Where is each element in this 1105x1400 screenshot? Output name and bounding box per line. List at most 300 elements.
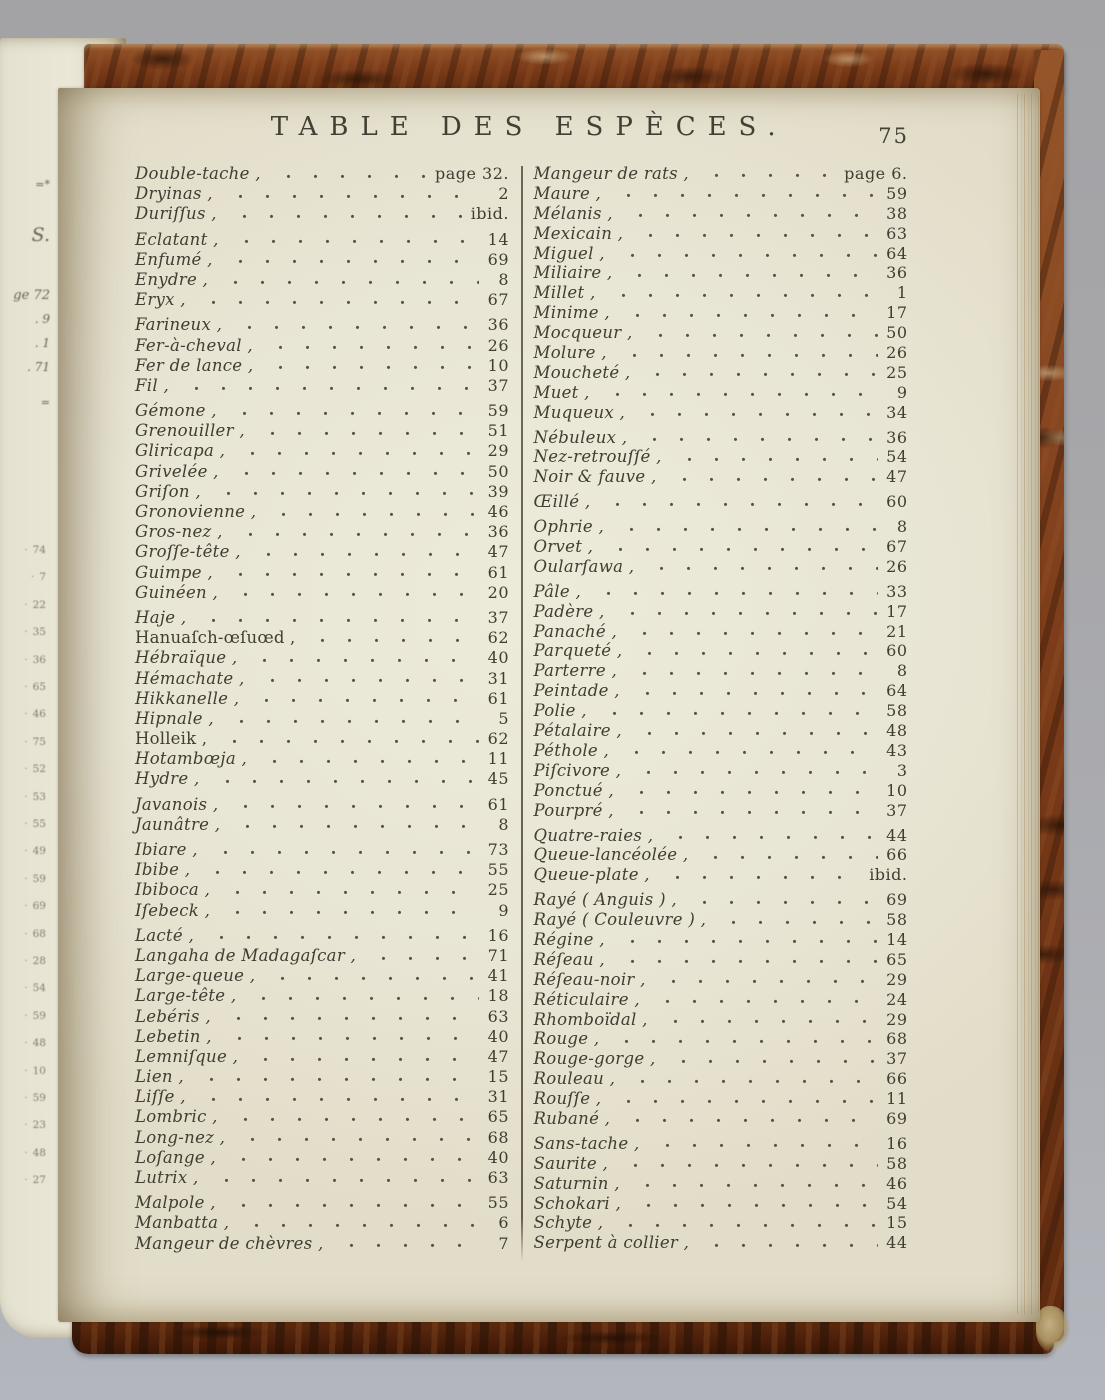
dot-leader xyxy=(211,1168,479,1188)
dot-leader xyxy=(234,315,479,335)
species-name: Rouge , xyxy=(533,1029,600,1049)
species-name: Lien , xyxy=(135,1067,184,1087)
index-entry xyxy=(534,826,908,846)
page-number: 40 xyxy=(487,648,509,668)
page-number: 1 xyxy=(896,283,908,303)
page-number: 58 xyxy=(886,910,908,930)
index-entry xyxy=(534,184,908,204)
edge-number-fragment: · 46 xyxy=(0,708,46,720)
species-name: Orvet , xyxy=(533,537,594,557)
dot-leader xyxy=(219,729,479,749)
dot-leader xyxy=(637,403,877,423)
dot-leader xyxy=(617,930,878,950)
index-entry xyxy=(534,622,908,642)
dot-leader xyxy=(248,986,479,1006)
dot-leader xyxy=(627,1069,877,1089)
species-name: Serpent à collier , xyxy=(533,1233,690,1253)
page-title: TABLE DES ESPÈCES. xyxy=(270,112,788,142)
dot-leader xyxy=(701,1233,877,1253)
page-number: 47 xyxy=(886,467,908,487)
page-number: 48 xyxy=(886,721,908,741)
page-number: 36 xyxy=(487,315,509,335)
edge-number-fragment: · 52 xyxy=(0,763,46,775)
dot-leader xyxy=(225,250,479,270)
index-entry xyxy=(534,403,908,423)
species-name: Lemniſque , xyxy=(135,1046,239,1066)
dot-leader xyxy=(632,681,878,701)
index-group xyxy=(135,795,509,835)
species-name: Enfumé , xyxy=(135,249,213,269)
page-number: 3 xyxy=(896,760,908,780)
page-number: 55 xyxy=(487,860,509,880)
index-entry xyxy=(135,441,509,461)
species-name: Réſeau , xyxy=(533,949,605,969)
dot-leader xyxy=(617,244,878,264)
index-entry xyxy=(534,303,908,323)
page-number: 6 xyxy=(498,1213,509,1233)
species-name: Rayé ( Couleuvre ) , xyxy=(533,910,707,930)
index-entry xyxy=(135,880,509,900)
index-group xyxy=(534,890,908,1129)
index-entry xyxy=(135,336,509,356)
index-entry xyxy=(534,1069,908,1089)
index-entry xyxy=(534,1174,908,1194)
index-entry xyxy=(534,582,908,602)
dot-leader xyxy=(223,1007,479,1027)
species-name: Nez-retrouſſé , xyxy=(533,447,662,467)
page-number: 69 xyxy=(886,1108,908,1128)
species-name: Pourpré , xyxy=(533,800,614,820)
dot-leader xyxy=(639,428,877,448)
page-number: 59 xyxy=(886,183,908,203)
text-block xyxy=(135,112,913,1262)
page-number: 31 xyxy=(487,668,509,688)
species-name: Liſſe , xyxy=(135,1087,186,1107)
index-entry xyxy=(135,901,509,921)
index-entry xyxy=(534,263,908,283)
dot-leader xyxy=(229,401,479,421)
index-entry xyxy=(135,1087,509,1107)
edge-number-fragment: · 7 xyxy=(0,571,46,583)
edge-number-fragment: · 27 xyxy=(0,1174,46,1186)
page-number: 60 xyxy=(886,641,908,661)
species-name: Duriſſus , xyxy=(135,204,217,224)
page-number: 47 xyxy=(487,1046,509,1066)
page-number: 54 xyxy=(886,447,908,467)
species-name: Iſebeck , xyxy=(135,900,211,920)
index-entry xyxy=(135,966,509,986)
index-group xyxy=(534,492,908,512)
edge-number-fragment: · 28 xyxy=(0,955,46,967)
dot-leader xyxy=(251,689,479,709)
index-entry xyxy=(135,376,509,396)
species-name: Millet , xyxy=(533,283,596,303)
species-name: Hanuaſch-œſuœd , xyxy=(135,628,296,648)
page-stack-edges xyxy=(1017,94,1039,1314)
edge-number-fragment: · 75 xyxy=(0,736,46,748)
species-name: Mélanis , xyxy=(533,203,613,223)
index-entry xyxy=(135,1128,509,1148)
dot-leader xyxy=(196,1067,479,1087)
page-number: 17 xyxy=(886,601,908,621)
dot-leader xyxy=(613,1089,877,1109)
page-number: 62 xyxy=(487,628,509,648)
edge-number-fragment: · 59 xyxy=(0,1010,46,1022)
page-number: 67 xyxy=(487,290,509,310)
species-name: Lombric , xyxy=(135,1107,218,1127)
page-number: 14 xyxy=(487,229,509,249)
species-name: Ponctué , xyxy=(533,780,614,800)
index-entry xyxy=(534,343,908,363)
index-entry xyxy=(534,950,908,970)
page-number: 2 xyxy=(498,184,509,204)
index-entry xyxy=(135,204,509,224)
dot-leader xyxy=(230,583,479,603)
index-group xyxy=(135,608,509,790)
species-name: Quatre-raies , xyxy=(533,825,654,845)
page-number: 17 xyxy=(886,303,908,323)
species-name: Gros-nez , xyxy=(135,522,223,542)
dot-leader xyxy=(634,641,877,661)
species-name: Minime , xyxy=(533,303,610,323)
index-entry xyxy=(135,542,509,562)
index-entry xyxy=(534,990,908,1010)
index-entry xyxy=(135,986,509,1006)
species-name: Malpole , xyxy=(135,1193,216,1213)
dot-leader xyxy=(267,966,479,986)
edge-text-fragment: S. xyxy=(31,224,50,246)
dot-leader xyxy=(241,1213,479,1233)
edge-number-fragment: · 69 xyxy=(0,900,46,912)
worn-corner xyxy=(1036,1306,1070,1352)
dot-leader xyxy=(225,563,479,583)
dot-leader xyxy=(181,376,479,396)
index-entry xyxy=(534,641,908,661)
index-group xyxy=(135,230,509,311)
page-number: 16 xyxy=(886,1133,908,1153)
species-name: Schokari , xyxy=(533,1193,622,1213)
index-entry xyxy=(534,930,908,950)
dot-leader xyxy=(662,865,863,885)
page-number: 14 xyxy=(886,929,908,949)
page-number: 20 xyxy=(487,582,509,602)
page-number: 46 xyxy=(886,1173,908,1193)
dot-leader xyxy=(250,1047,479,1067)
species-name: Lutrix , xyxy=(135,1168,199,1187)
species-name: Rouſſe , xyxy=(533,1089,602,1109)
page-number: 16 xyxy=(487,925,509,945)
species-name: Queue-lancéolée , xyxy=(533,845,689,865)
dot-leader xyxy=(665,826,877,846)
page-number: 29 xyxy=(886,969,908,989)
page-number: 59 xyxy=(487,401,509,421)
dot-leader xyxy=(202,860,479,880)
index-entry xyxy=(135,689,509,709)
species-name: Gronovienne , xyxy=(135,502,257,521)
index-column-right xyxy=(534,164,908,1262)
species-name: Piſcivore , xyxy=(533,760,622,780)
dot-leader xyxy=(629,661,877,681)
index-entry xyxy=(135,926,509,946)
page-number: 67 xyxy=(886,537,908,557)
page-number: 45 xyxy=(487,769,509,789)
page-number: 11 xyxy=(886,1089,908,1109)
species-name: Langaha de Madagaſcar , xyxy=(135,945,357,965)
dot-leader xyxy=(268,502,479,522)
index-entry xyxy=(135,184,509,204)
edge-text-fragment: =* xyxy=(35,178,50,191)
dot-leader xyxy=(611,1029,877,1049)
page-number: 73 xyxy=(487,840,509,859)
index-entry xyxy=(135,648,509,668)
edge-number-fragment: · 55 xyxy=(0,818,46,830)
index-entry xyxy=(135,1168,509,1188)
page-number: 69 xyxy=(886,890,908,910)
page-number: 10 xyxy=(487,355,509,375)
page-number: 61 xyxy=(487,688,509,708)
index-entry xyxy=(135,1148,509,1168)
species-name: Eclatant , xyxy=(135,229,219,249)
index-entry xyxy=(534,557,908,577)
species-name: Double-tache , xyxy=(135,164,261,183)
species-name: Long-nez , xyxy=(135,1127,226,1147)
dot-leader xyxy=(206,926,479,946)
species-name: Guimpe , xyxy=(135,562,213,582)
page-number: 24 xyxy=(886,989,908,1009)
page-number: 33 xyxy=(886,581,908,601)
index-entry xyxy=(534,865,908,885)
index-entry xyxy=(135,563,509,583)
index-entry xyxy=(534,701,908,721)
species-name: Pétalaire , xyxy=(533,721,622,741)
page-number: 61 xyxy=(487,562,509,582)
species-name: Miguel , xyxy=(533,243,605,263)
index-entry xyxy=(135,946,509,966)
index-entry xyxy=(534,1194,908,1214)
species-name: Réticulaire , xyxy=(533,989,640,1009)
edge-number-fragment: · 65 xyxy=(0,681,46,693)
dot-leader xyxy=(718,910,877,930)
index-group xyxy=(135,401,509,603)
species-name: Loſange , xyxy=(135,1147,216,1167)
species-name: Parterre , xyxy=(533,661,618,681)
dot-leader xyxy=(613,184,877,204)
dot-leader xyxy=(622,303,878,323)
species-name: Farineux , xyxy=(135,315,223,335)
edge-number-fragment: · 48 xyxy=(0,1147,46,1159)
index-entry xyxy=(135,230,509,250)
dot-leader xyxy=(689,890,878,910)
species-name: Rhomboïdal , xyxy=(533,1009,648,1029)
dot-leader xyxy=(629,622,878,642)
page-number: 31 xyxy=(487,1087,509,1107)
page-number: 62 xyxy=(487,729,509,749)
dot-leader xyxy=(237,441,479,461)
index-entry xyxy=(135,1067,509,1087)
dot-leader xyxy=(619,343,878,363)
index-entry xyxy=(534,492,908,512)
index-entry xyxy=(135,270,509,290)
page-number: page 32. xyxy=(434,164,509,183)
dot-leader xyxy=(253,542,479,562)
edge-number-fragment: · 54 xyxy=(0,982,46,994)
page-number: 68 xyxy=(886,1029,908,1049)
index-entry xyxy=(534,890,908,910)
page-number: page 6. xyxy=(844,164,908,183)
index-group xyxy=(135,840,509,921)
dot-leader xyxy=(635,224,877,244)
index-entry xyxy=(135,608,509,628)
species-name: Rouleau , xyxy=(533,1069,616,1089)
index-entry xyxy=(534,845,908,865)
index-entry xyxy=(534,910,908,930)
index-entry xyxy=(534,1213,908,1233)
index-entry xyxy=(135,164,509,184)
index-entry xyxy=(534,244,908,264)
dot-leader xyxy=(599,701,878,721)
page-number: 29 xyxy=(487,441,509,461)
species-name: Holleik , xyxy=(135,729,208,749)
book-page xyxy=(58,88,1040,1322)
dot-leader xyxy=(198,1087,479,1107)
page-number: 43 xyxy=(886,740,908,760)
species-name: Régine , xyxy=(533,929,605,949)
species-name: Nébuleux , xyxy=(533,427,628,447)
species-name: Guinéen , xyxy=(135,582,219,602)
page-number: 26 xyxy=(886,343,908,363)
page-number: 40 xyxy=(487,1147,509,1167)
page-number: 37 xyxy=(487,607,509,627)
edge-number-fragment: · 59 xyxy=(0,1092,46,1104)
index-entry xyxy=(135,482,509,502)
dot-leader xyxy=(602,383,878,403)
page-number: 15 xyxy=(487,1067,509,1087)
index-entry xyxy=(534,363,908,383)
page-number: 8 xyxy=(896,661,908,681)
species-name: Oularſawa , xyxy=(533,556,635,576)
page-number: 36 xyxy=(487,522,509,542)
index-group xyxy=(534,826,908,886)
index-entry xyxy=(534,1010,908,1030)
dot-leader xyxy=(257,421,479,441)
index-entry xyxy=(135,462,509,482)
dot-leader xyxy=(668,1049,878,1069)
dot-leader xyxy=(259,749,479,769)
dot-leader xyxy=(633,1194,877,1214)
dot-leader xyxy=(230,795,479,815)
dot-leader xyxy=(231,462,479,482)
page-number: 25 xyxy=(886,362,908,382)
page-number: 71 xyxy=(487,945,509,965)
edge-text-fragment: ge 72 xyxy=(13,288,50,303)
species-name: Manbatta , xyxy=(135,1213,230,1233)
dot-leader xyxy=(213,482,479,502)
species-name: Ophrie , xyxy=(533,517,605,537)
dot-leader xyxy=(231,230,479,250)
species-name: Dryinas , xyxy=(135,184,213,204)
page-number: 7 xyxy=(498,1233,509,1253)
index-group xyxy=(534,517,908,577)
page-number: 58 xyxy=(886,1153,908,1173)
index-entry xyxy=(135,769,509,789)
dot-leader xyxy=(626,781,878,801)
species-name: Jaunâtre , xyxy=(135,814,221,834)
leather-cover-bottom xyxy=(72,1318,1054,1354)
species-name: Péthole , xyxy=(533,740,610,760)
dot-leader xyxy=(621,741,877,761)
species-name: Miliaire , xyxy=(533,263,613,283)
dot-leader xyxy=(593,582,877,602)
dot-leader xyxy=(602,492,877,512)
index-entry xyxy=(534,761,908,781)
index-entry xyxy=(135,250,509,270)
dot-leader xyxy=(228,1193,479,1213)
species-name: Saurite , xyxy=(533,1153,609,1173)
index-entry xyxy=(534,537,908,557)
index-entry xyxy=(534,428,908,448)
page-number: 63 xyxy=(487,1168,509,1187)
index-entry xyxy=(135,749,509,769)
page-number: 8 xyxy=(498,269,509,289)
page-number: 47 xyxy=(487,542,509,562)
species-name: Mangeur de rats , xyxy=(533,164,689,183)
species-name: Hémachate , xyxy=(135,668,245,688)
dot-leader xyxy=(645,323,878,343)
dot-leader xyxy=(646,557,877,577)
index-entry xyxy=(534,1109,908,1129)
dot-leader xyxy=(625,204,878,224)
dot-leader xyxy=(229,204,465,224)
page-number: 66 xyxy=(886,1069,908,1089)
dot-leader xyxy=(336,1234,479,1254)
index-group xyxy=(135,164,509,225)
dot-leader xyxy=(226,709,479,729)
leather-cover-top xyxy=(84,44,1064,94)
index-entry xyxy=(534,1089,908,1109)
species-name: Gémone , xyxy=(135,401,217,421)
species-name: Enydre , xyxy=(135,269,209,289)
index-entry xyxy=(534,801,908,821)
species-name: Œillé , xyxy=(533,492,591,512)
page-number: 69 xyxy=(487,249,509,269)
species-name: Large-tête , xyxy=(135,986,237,1006)
index-group xyxy=(135,926,509,1188)
page-number: 68 xyxy=(487,1127,509,1147)
edge-number-fragment: · 74 xyxy=(0,544,46,556)
index-entry xyxy=(534,204,908,224)
dot-leader xyxy=(225,184,479,204)
index-group xyxy=(135,1193,509,1254)
index-group xyxy=(135,315,509,396)
species-name: Molure , xyxy=(533,343,607,363)
page-number: 37 xyxy=(886,1049,908,1069)
species-name: Hotambœja , xyxy=(135,749,248,769)
dot-leader xyxy=(652,1134,878,1154)
dot-leader xyxy=(634,721,878,741)
index-entry xyxy=(534,602,908,622)
species-name: Padère , xyxy=(533,601,605,621)
index-entry xyxy=(135,1007,509,1027)
page-number: 8 xyxy=(498,814,509,834)
dot-leader xyxy=(220,270,479,290)
index-entry xyxy=(135,860,509,880)
page-number: ibid. xyxy=(869,865,908,885)
index-entry xyxy=(135,315,509,335)
index-entry xyxy=(534,517,908,537)
species-name: Lacté , xyxy=(135,925,195,945)
page-number: 5 xyxy=(498,708,509,728)
species-name: Hikkanelle , xyxy=(135,688,240,708)
